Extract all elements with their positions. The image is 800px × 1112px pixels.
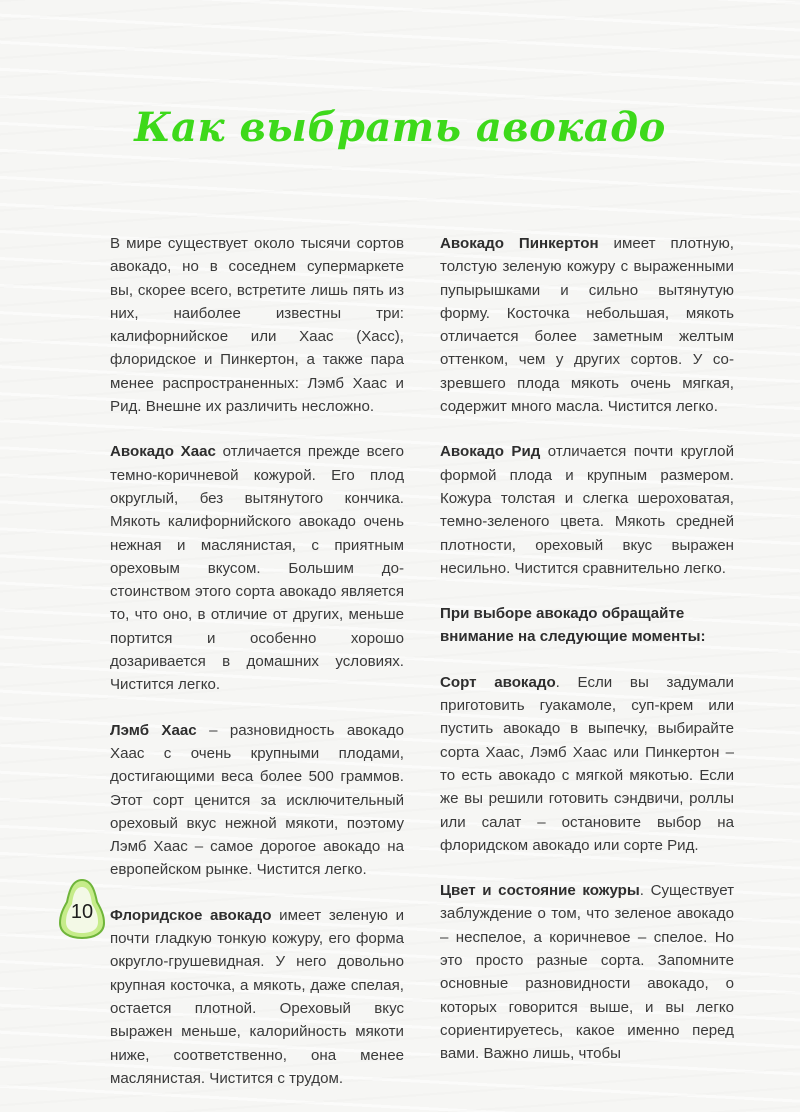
hass-paragraph: [110, 440, 404, 696]
reed-paragraph: [440, 440, 734, 580]
lamb-hass-paragraph: [110, 719, 404, 882]
paragraph-text: имеет зеленую и почти гладкую тонкую кожуру, его форма округло-грушевидная. У него довольно крупная косточка, а мякоть, даже спелая, остается плотной. Ореховый вкус выражен меньше, калорийность мякоти ниже, соответственно, она менее маслянистая. Чистится с трудом.: [110, 906, 404, 1087]
paragraph-text: отличается прежде всего темно-коричневой кожурой. Его плод округлый, без вытянутого кончика. Мякоть калифорнийского авокадо очень нежная и маслянистая, с приятным ореховым вкусом. Большим достоинством этого сорта авокадо является то, что оно, в отличие от других, меньше портится и особенно хорошо дозаривается в домашних условиях. Чистится легко.: [110, 443, 404, 694]
paragraph-lead: Авокадо Пинкертон: [440, 235, 599, 252]
paragraph-text: . Если вы задумали приготовить гуакамоле, суп-крем или пустить авокадо в выпечку, выбирайте сорта Хаас, Лэмб Хаас или Пинкертон – то есть авокадо с мягкой мякотью. Если же вы решили готовить сэндвичи, роллы или салат – остановите выбор на флоридском авокадо или сорте Рид.: [440, 673, 734, 854]
paragraph-lead: Авокадо Хаас: [110, 443, 216, 461]
tips-heading: При выборе авокадо обращайте внимание на следующие моменты:: [440, 605, 706, 646]
paragraph-text: имеет плотную, толстую зеленую кожуру с выраженными пупырышками и сильно вытянутую форму. Косточка небольшая, мякоть отличается более заметным желтым оттенком, чем у других сортов. У созревшего плода мякоть очень мягкая, содержит много масла. Чистится легко.: [440, 235, 735, 416]
pinkerton-paragraph: [440, 232, 734, 418]
paragraph-lead: Авокадо Рид: [440, 443, 541, 461]
page-title: Как выбрать авокадо: [134, 104, 666, 151]
skin-paragraph: [440, 879, 734, 1065]
paragraph-lead: Лэмб Хаас: [110, 721, 197, 739]
paragraph-text: – разновидность авокадо Хаас с очень крупными плодами, достигающими веса более 500 граммов. Этот сорт ценится за исключительный ореховый вкус нежной мякоти, поэтому Лэмб Хаас – самое дорогое авокадо на европейском рынке. Чистится легко.: [110, 721, 404, 879]
right-column: [440, 232, 734, 1088]
paragraph-text: отличается почти круглой формой плода и крупным размером. Кожура толстая и слегка шероховатая, темно-зеленого цвета. Мякоть средней плотности, ореховый вкус выражен несильно. Чистится сравнительно легко.: [440, 443, 735, 577]
paragraph-lead: Сорт авокадо: [440, 673, 556, 691]
paragraph-lead: Флоридское авокадо: [110, 906, 272, 924]
florida-paragraph: [110, 904, 404, 1090]
paragraph-text: . Существует заблуждение о том, что зеленое авокадо – неспелое, а коричневое – спелое. Но это просто разные сорта. Запомните основные разновидности авокадо, о которых говорится выше, и вы легко сориентируетесь, какое именно перед вами. Важно лишь, чтобы: [440, 882, 734, 1063]
paragraph-text: В мире существует около тысячи сортов авокадо, но в соседнем супермаркете вы, скорее всего, встретите лишь пять из них, наиболее известны три: калифорнийское или Хаас (Хасс), флоридское и Пинкертон, а также пара менее распространенных: Лэмб Хаас и Рид. Внешне их различить несложно.: [110, 235, 404, 416]
variety-paragraph: [440, 671, 734, 857]
paragraph-lead: Цвет и состояние кожуры: [440, 882, 640, 900]
intro-paragraph: [110, 232, 404, 418]
left-column: [110, 232, 404, 1112]
page-number: 10: [70, 901, 94, 923]
